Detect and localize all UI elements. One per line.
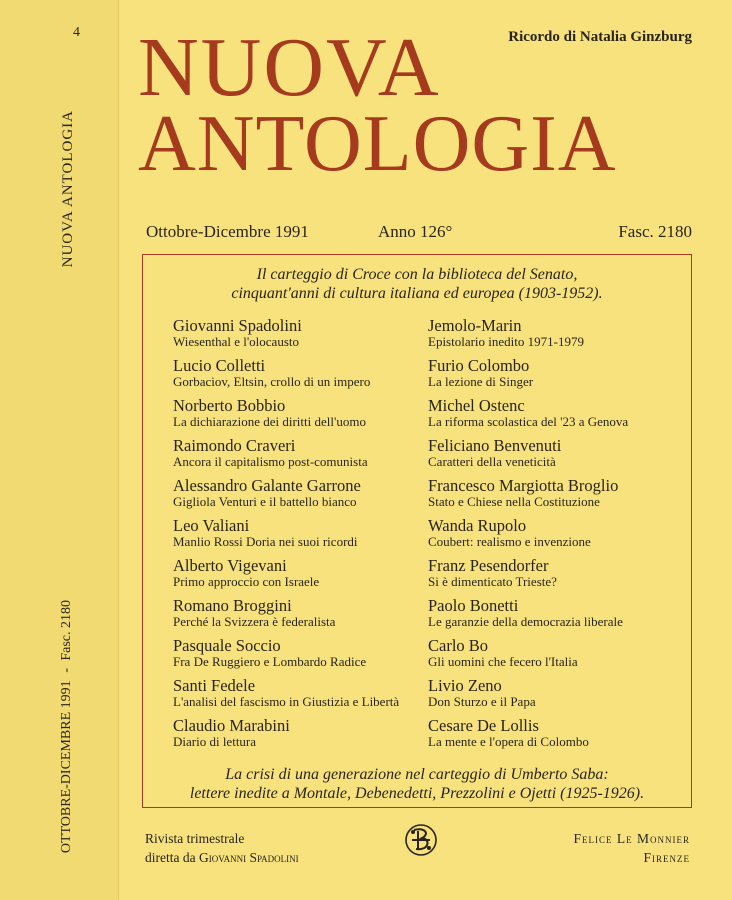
entry-author: Jemolo-Marin xyxy=(428,316,522,335)
entry-title: La riforma scolastica del '23 a Genova xyxy=(428,414,629,429)
contents-entry xyxy=(173,437,435,477)
entry-author: Pasquale Soccio xyxy=(173,636,281,655)
entry-author: Leo Valiani xyxy=(173,516,250,535)
entry-title: Si è dimenticato Trieste? xyxy=(428,574,557,589)
issue-period: Ottobre-Dicembre 1991 xyxy=(146,222,309,241)
contents-entry xyxy=(173,717,435,757)
contents-entry xyxy=(173,397,435,437)
contents-right-column xyxy=(428,317,690,757)
entry-title: Caratteri della veneticità xyxy=(428,454,556,469)
footer-left-line2 xyxy=(145,848,299,867)
entry-title: Fra De Ruggiero e Lombardo Radice xyxy=(173,654,367,669)
entry-title: Epistolario inedito 1971-1979 xyxy=(428,334,584,349)
entry-author: Romano Broggini xyxy=(173,596,292,615)
entry-title: L'analisi del fascismo in Giustizia e Libertà xyxy=(173,694,400,709)
entry-title: Le garanzie della democrazia liberale xyxy=(428,614,623,629)
entry-author: Livio Zeno xyxy=(428,676,502,695)
entry-author: Wanda Rupolo xyxy=(428,516,527,535)
spine-date: OTTOBRE-DICEMBRE 1991 - Fasc. 2180 xyxy=(59,600,74,854)
contents-entry xyxy=(428,477,690,517)
entry-title: Primo approccio con Israele xyxy=(173,574,320,589)
outro-line2: lettere inedite a Montale, Debenedetti, Prezzolini e Ojetti (1925-1926). xyxy=(189,785,645,802)
contents-entry xyxy=(428,357,690,397)
publisher-name: Felice Le Monnier xyxy=(573,831,690,846)
entry-author: Franz Pesendorfer xyxy=(428,556,549,575)
entry-title: Manlio Rossi Doria nei suoi ricordi xyxy=(173,534,358,549)
entry-author: Paolo Bonetti xyxy=(428,596,519,615)
entry-title: Stato e Chiese nella Costituzione xyxy=(428,494,600,509)
contents-entry xyxy=(428,557,690,597)
issue-year: Anno 126° xyxy=(378,222,453,241)
contents-entry xyxy=(428,637,690,677)
top-note: Ricordo di Natalia Ginzburg xyxy=(508,29,692,45)
contents-entry xyxy=(428,517,690,557)
outro-line1: La crisi di una generazione nel carteggio di Umberto Saba: xyxy=(225,766,609,783)
footer-right xyxy=(574,829,691,867)
entry-title: Gigliola Venturi e il battello bianco xyxy=(173,494,357,509)
intro-line2: cinquant'anni di cultura italiana ed europea (1903-1952). xyxy=(231,285,603,302)
contents-entry xyxy=(173,357,435,397)
entry-author: Santi Fedele xyxy=(173,676,256,695)
contents-entry xyxy=(428,677,690,717)
spine-date-fasc: Fasc. 2180 xyxy=(59,600,74,661)
contents-entry xyxy=(173,677,435,717)
entry-title: La mente e l'opera di Colombo xyxy=(428,734,589,749)
issue-fasc: Fasc. 2180 xyxy=(618,222,692,241)
entry-title: Gli uomini che fecero l'Italia xyxy=(428,654,578,669)
entry-author: Giovanni Spadolini xyxy=(173,316,302,335)
entry-title: Diario di lettura xyxy=(173,734,257,749)
entry-title: Wiesenthal e l'olocausto xyxy=(173,334,300,349)
spine-date-period: OTTOBRE-DICEMBRE 1991 xyxy=(59,680,74,854)
intro-text xyxy=(143,265,691,303)
masthead-line1: NUOVA xyxy=(138,21,441,114)
footer-left-prefix: diretta da xyxy=(145,850,199,865)
masthead xyxy=(138,21,718,188)
contents-entry xyxy=(428,597,690,637)
spine-title: NUOVA ANTOLOGIA xyxy=(60,110,76,268)
entry-author: Cesare De Lollis xyxy=(428,716,539,735)
entry-author: Claudio Marabini xyxy=(173,716,290,735)
entry-author: Alessandro Galante Garrone xyxy=(173,476,361,495)
contents-entry xyxy=(173,597,435,637)
entry-author: Alberto Vigevani xyxy=(173,556,287,575)
entry-title: La dichiarazione dei diritti dell'uomo xyxy=(173,414,366,429)
entry-title: La lezione di Singer xyxy=(428,374,534,389)
contents-entry xyxy=(173,317,435,357)
masthead-line2: ANTOLOGIA xyxy=(138,100,617,188)
contents-entry xyxy=(173,557,435,597)
entry-author: Francesco Margiotta Broglio xyxy=(428,476,619,495)
outro-text xyxy=(143,765,691,803)
publisher-city: Firenze xyxy=(643,850,690,865)
contents-entry xyxy=(173,477,435,517)
contents-box xyxy=(142,254,692,808)
contents-entry xyxy=(173,517,435,557)
entry-title: Ancora il capitalismo post-comunista xyxy=(173,454,368,469)
entry-author: Michel Ostenc xyxy=(428,396,525,415)
entry-author: Lucio Colletti xyxy=(173,356,266,375)
spine xyxy=(0,0,119,900)
publisher-monogram-icon xyxy=(403,822,439,858)
spine-issue-number: 4 xyxy=(73,25,80,40)
entry-title: Coubert: realismo e invenzione xyxy=(428,534,591,549)
contents-left-column xyxy=(173,317,435,757)
intro-line1: Il carteggio di Croce con la biblioteca del Senato, xyxy=(256,266,578,283)
footer-left xyxy=(145,829,299,867)
contents-entry xyxy=(428,317,690,357)
contents-entry xyxy=(428,437,690,477)
contents-entry xyxy=(173,637,435,677)
entry-title: Gorbaciov, Eltsin, crollo di un impero xyxy=(173,374,371,389)
entry-author: Feliciano Benvenuti xyxy=(428,436,562,455)
footer-left-line1: Rivista trimestrale xyxy=(145,831,245,846)
entry-author: Carlo Bo xyxy=(428,636,489,655)
footer-left-director: Giovanni Spadolini xyxy=(198,850,299,865)
entry-title: Don Sturzo e il Papa xyxy=(428,694,536,709)
entry-author: Furio Colombo xyxy=(428,356,530,375)
entry-author: Raimondo Craveri xyxy=(173,436,296,455)
contents-entry xyxy=(428,717,690,757)
entry-title: Perché la Svizzera è federalista xyxy=(173,614,336,629)
contents-entry xyxy=(428,397,690,437)
entry-author: Norberto Bobbio xyxy=(173,396,286,415)
